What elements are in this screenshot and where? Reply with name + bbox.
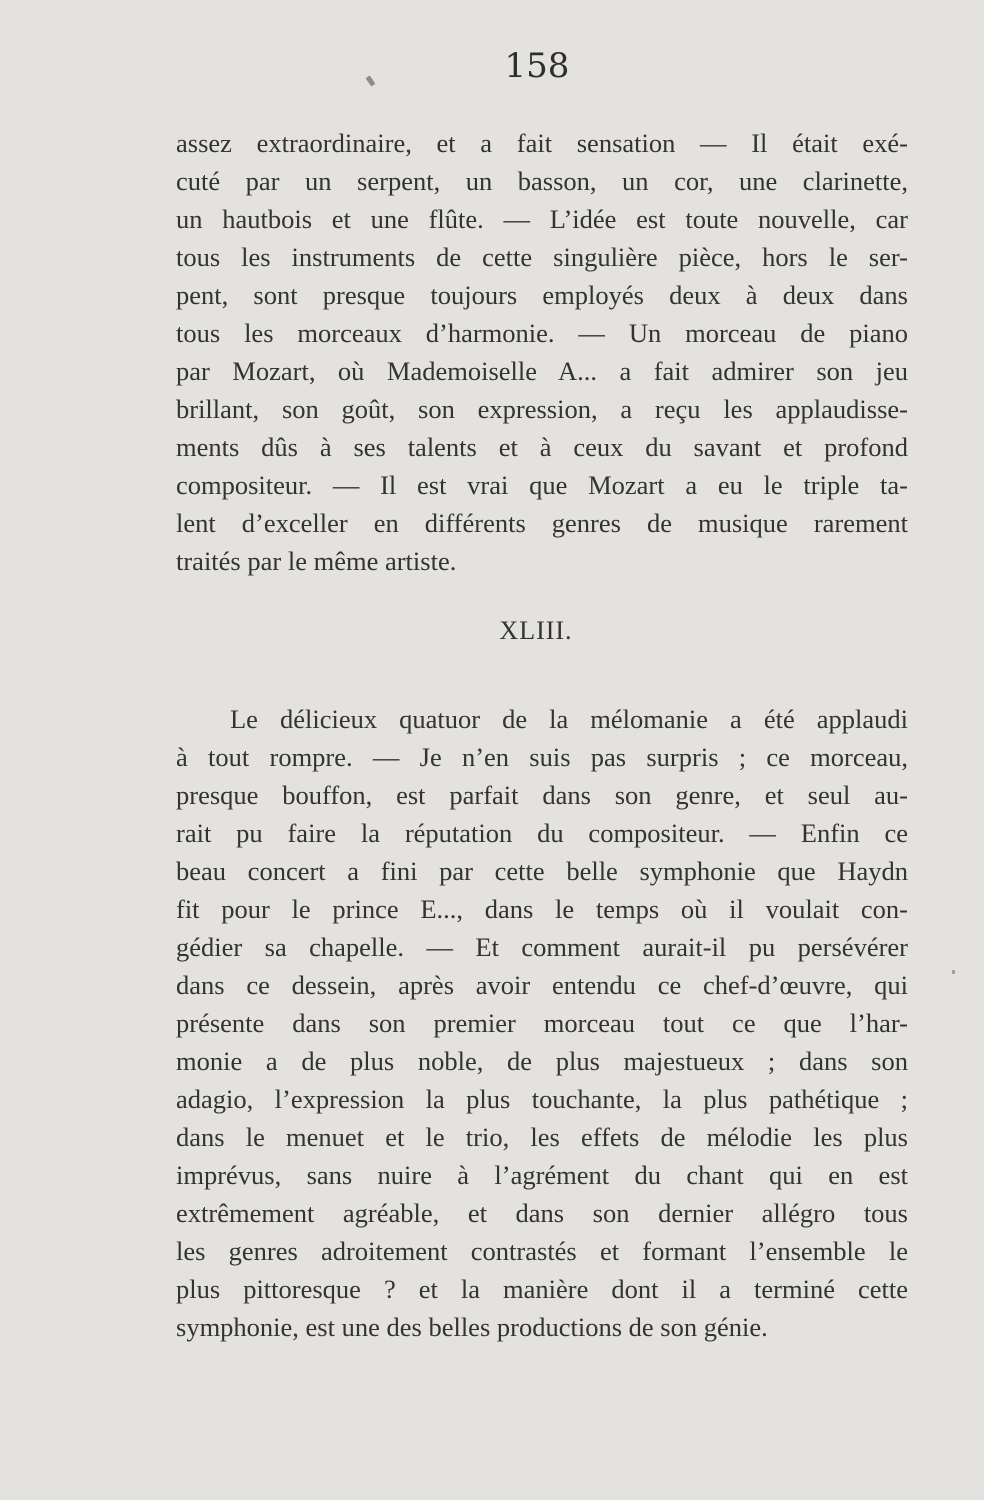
text-line: brillant, son goût, son expression, a reçu les applaudisse- [176, 394, 908, 424]
text-line: adagio, l’expression la plus touchante, la plus pathétique ; [176, 1084, 908, 1114]
text-line: presque bouffon, est parfait dans son genre, et seul au- [176, 780, 908, 810]
text-line: à tout rompre. — Je n’en suis pas surpris ; ce morceau, [176, 742, 908, 772]
text-line: ments dûs à ses talents et à ceux du savant et profond [176, 432, 908, 462]
text-line: dans ce dessein, après avoir entendu ce chef-d’œuvre, qui [176, 970, 908, 1000]
text-line: dans le menuet et le trio, les effets de mélodie les plus [176, 1122, 908, 1152]
text-line: monie a de plus noble, de plus majestueux ; dans son [176, 1046, 908, 1076]
text-line: compositeur. — Il est vrai que Mozart a eu le triple ta- [176, 470, 908, 500]
text-line: symphonie, est une des belles productions de son génie. [176, 1312, 768, 1342]
text-line: imprévus, sans nuire à l’agrément du chant qui en est [176, 1160, 908, 1190]
paragraph-2 [176, 700, 908, 1346]
text-line: pent, sont presque toujours employés deux à deux dans [176, 280, 908, 310]
text-line: un hautbois et une flûte. — L’idée est toute nouvelle, car [176, 204, 908, 234]
text-line: cuté par un serpent, un basson, un cor, une clarinette, [176, 166, 908, 196]
section-heading: XLIII. [499, 616, 573, 645]
text-line: plus pittoresque ? et la manière dont il a terminé cette [176, 1274, 908, 1304]
text-line: tous les morceaux d’harmonie. — Un morceau de piano [176, 318, 908, 348]
page-number: 158 [504, 46, 570, 86]
text-line: fit pour le prince E..., dans le temps où il voulait con- [176, 894, 908, 924]
text-line: les genres adroitement contrastés et formant l’ensemble le [176, 1236, 908, 1266]
ink-speck [952, 970, 955, 974]
text-line: lent d’exceller en différents genres de musique rarement [176, 508, 908, 538]
text-line: présente dans son premier morceau tout ce que l’har- [176, 1008, 908, 1038]
text-line: rait pu faire la réputation du compositeur. — Enfin ce [176, 818, 908, 848]
text-line: gédier sa chapelle. — Et comment aurait-il pu persévérer [176, 932, 908, 962]
text-line: beau concert a fini par cette belle symphonie que Haydn [176, 856, 908, 886]
text-line: traités par le même artiste. [176, 546, 457, 576]
text-line: extrêmement agréable, et dans son dernier allégro tous [176, 1198, 908, 1228]
text-line: par Mozart, où Mademoiselle A... a fait admirer son jeu [176, 356, 908, 386]
text-line: Le délicieux quatuor de la mélomanie a été applaudi [230, 704, 908, 734]
paragraph-1 [176, 124, 908, 580]
text-line: assez extraordinaire, et a fait sensation — Il était exé- [176, 128, 908, 158]
text-line: tous les instruments de cette singulière pièce, hors le ser- [176, 242, 908, 272]
